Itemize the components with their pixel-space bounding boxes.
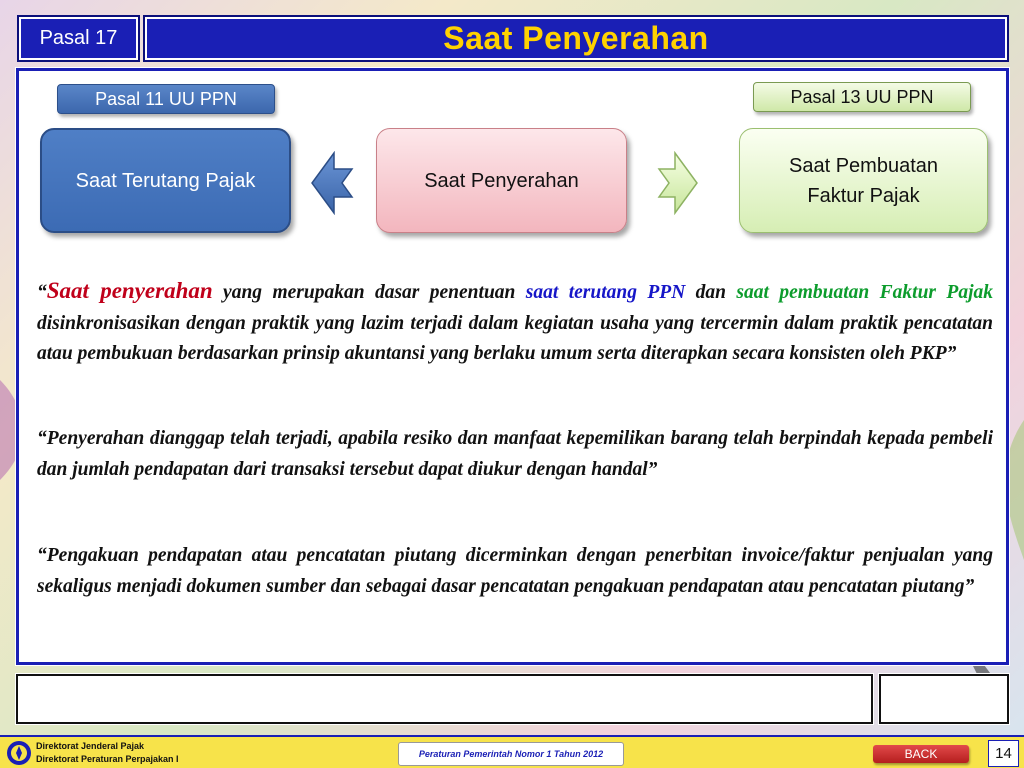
reference-pasal-11: Pasal 11 UU PPN <box>57 84 275 114</box>
box-saat-terutang-pajak <box>40 128 291 233</box>
quote1-text-a: yang merupakan dasar penentuan <box>212 282 526 303</box>
quote-open-mark: “ <box>37 282 47 303</box>
box-saat-pembuatan-faktur <box>739 128 988 233</box>
highlight-saat-pembuatan: saat pembuatan Faktur Pajak <box>736 282 993 303</box>
box-right-line2: Faktur Pajak <box>807 184 920 207</box>
title-bar <box>145 17 1007 60</box>
quote1-text-b: dan <box>685 282 737 303</box>
arrow-right-icon <box>657 151 699 215</box>
box-left-label: Saat Terutang Pajak <box>75 169 256 192</box>
org-line-1: Direktorat Jenderal Pajak <box>36 741 145 751</box>
highlight-saat-terutang: saat terutang PPN <box>525 282 686 303</box>
footer-bar <box>0 735 1024 768</box>
org-line-2: Direktorat Peraturan Perpajakan I <box>36 754 179 764</box>
arrow-left-icon <box>310 151 354 215</box>
organization-name <box>36 740 179 766</box>
page-number: 14 <box>988 740 1019 767</box>
quote-paragraph-1 <box>37 276 993 370</box>
box-center-label: Saat Penyerahan <box>424 169 579 192</box>
reference-pasal-13: Pasal 13 UU PPN <box>753 82 971 112</box>
quote1-text-c: disinkronisasikan dengan praktik yang lazim terjadi dalam kegiatan usaha yang tercermin dalam praktik pencatatan atau pembukuan berdasarkan prinsip akuntansi yang berlaku umum serta diterapkan secara konsisten oleh PKP” <box>37 312 993 364</box>
dgt-logo-icon <box>6 740 32 766</box>
box-right-line1: Saat Pembuatan <box>789 154 938 177</box>
quote-paragraph-2: “Penyerahan dianggap telah terjadi, apabila resiko dan manfaat kepemilikan barang telah berpindah kepada pembeli dan jumlah pendapatan dari transaksi tersebut dapat diukur dengan handal” <box>37 428 993 480</box>
box-saat-penyerahan <box>376 128 627 233</box>
quote-paragraph-3: “Pengakuan pendapatan atau pencatatan piutang dicerminkan dengan penerbitan invoice/faktur penjualan yang sekaligus menjadi dokumen sumber dan sebagai dasar pencatatan pengakuan pendapatan atau pencatatan piutang” <box>37 545 993 597</box>
back-button[interactable]: BACK <box>873 745 969 763</box>
section-tag-label: Pasal 17 <box>39 27 118 49</box>
content-panel <box>16 68 1009 665</box>
bottom-side-box <box>879 674 1009 724</box>
highlight-saat-penyerahan: Saat penyerahan <box>46 278 213 303</box>
page-title: Saat Penyerahan <box>443 20 709 56</box>
regulation-label: Peraturan Pemerintah Nomor 1 Tahun 2012 <box>398 742 624 766</box>
bottom-note-box <box>16 674 873 724</box>
section-tag <box>19 17 138 60</box>
